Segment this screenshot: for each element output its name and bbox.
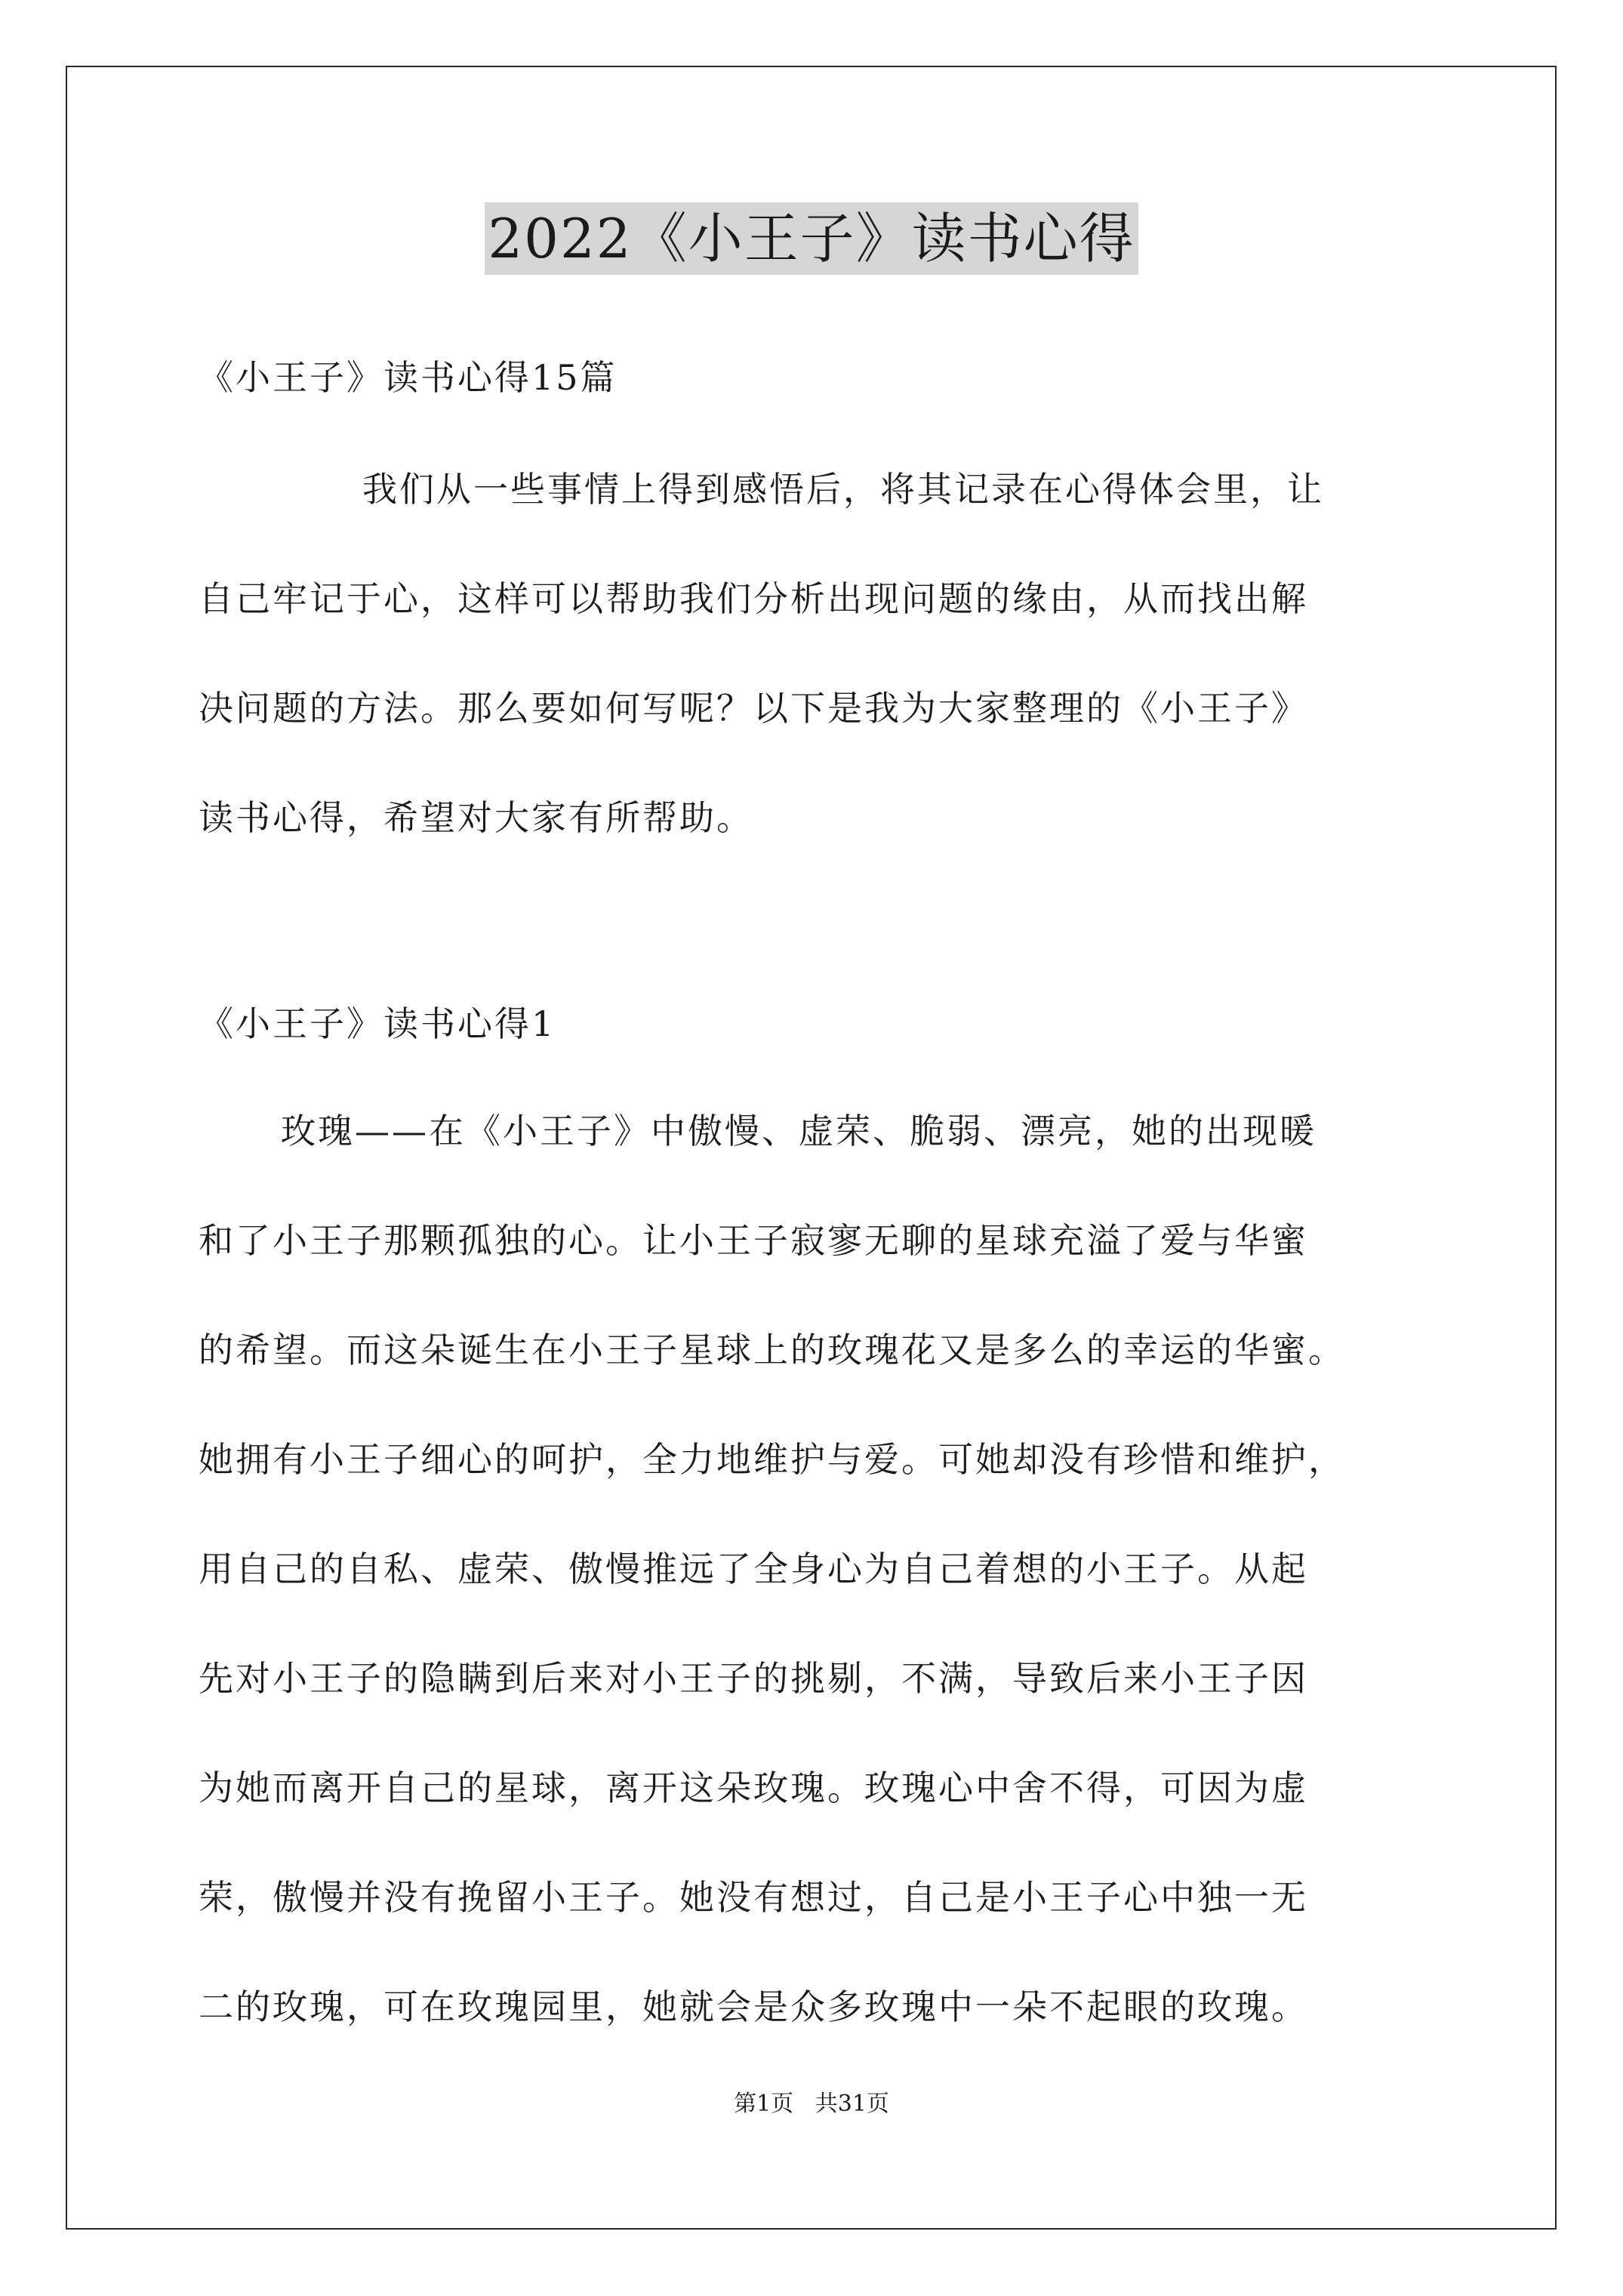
page-footer: 第1页 共31页 [734, 2091, 889, 2117]
body-line-4: 她拥有小王子细心的呵护，全力地维护与爱。可她却没有珍惜和维护， [199, 1439, 1345, 1480]
body-line-8: 荣，傲慢并没有挽留小王子。她没有想过，自己是小王子心中独一无 [199, 1877, 1308, 1918]
intro-line-2: 自己牢记于心，这样可以帮助我们分析出现问题的缘由，从而找出解 [199, 578, 1308, 619]
body-line-7: 为她而离开自己的星球，离开这朵玫瑰。玫瑰心中舍不得，可因为虚 [199, 1767, 1308, 1808]
title-container [0, 202, 1623, 275]
document-subtitle: 《小王子》读书心得15篇 [199, 357, 617, 398]
intro-line-3: 决问题的方法。那么要如何写呢？以下是我为大家整理的《小王子》 [199, 688, 1308, 729]
intro-line-4: 读书心得，希望对大家有所帮助。 [199, 797, 753, 838]
body-line-6: 先对小王子的隐瞒到后来对小王子的挑剔，不满，导致后来小王子因 [199, 1658, 1308, 1699]
document-title: 2022《小王子》读书心得 [485, 202, 1138, 275]
intro-line-1: 我们从一些事情上得到感悟后，将其记录在心得体会里，让 [362, 469, 1324, 510]
body-line-1: 玫瑰——在《小王子》中傲慢、虚荣、脆弱、漂亮，她的出现暖 [281, 1111, 1317, 1151]
section-heading: 《小王子》读书心得1 [199, 1003, 556, 1044]
body-line-3: 的希望。而这朵诞生在小王子星球上的玫瑰花又是多么的幸运的华蜜。 [199, 1330, 1345, 1370]
body-line-9: 二的玫瑰，可在玫瑰园里，她就会是众多玫瑰中一朵不起眼的玫瑰。 [199, 1986, 1308, 2027]
body-line-5: 用自己的自私、虚荣、傲慢推远了全身心为自己着想的小王子。从起 [199, 1549, 1308, 1589]
body-line-2: 和了小王子那颗孤独的心。让小王子寂寥无聊的星球充溢了爱与华蜜 [199, 1220, 1308, 1261]
